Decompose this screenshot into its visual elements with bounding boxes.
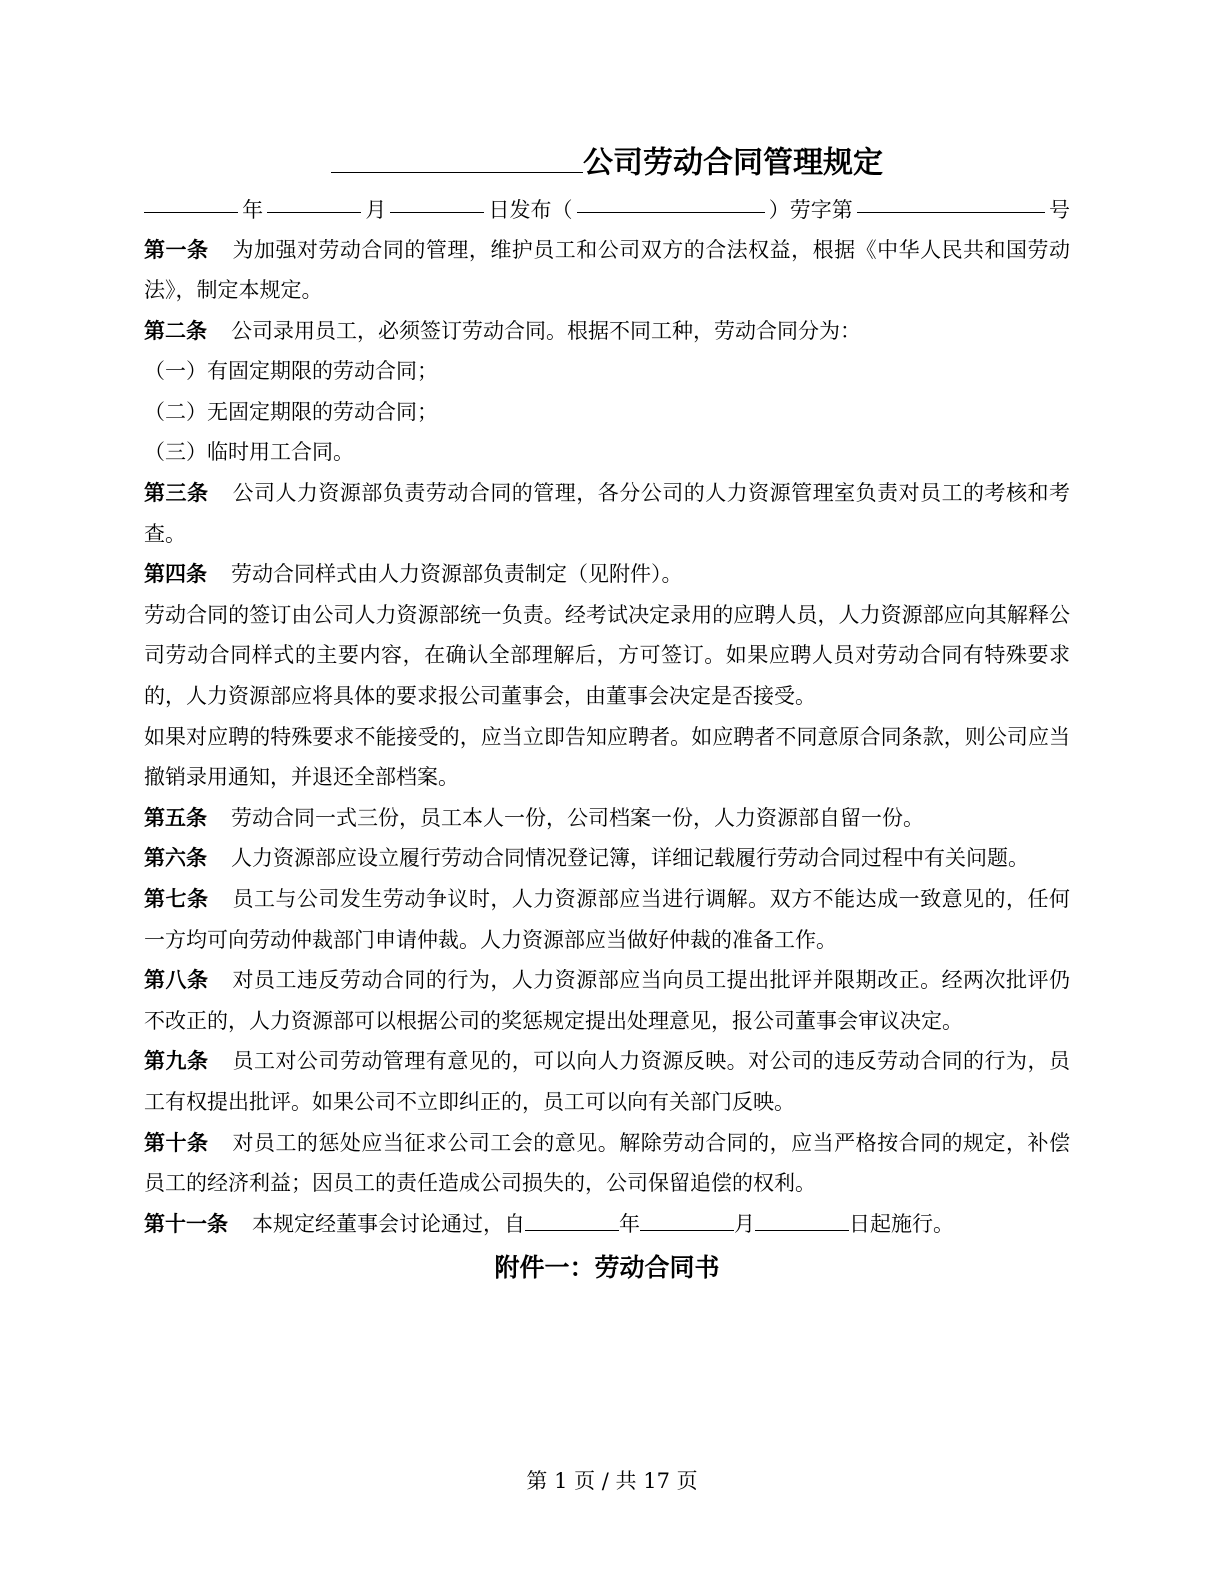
document-title xyxy=(144,140,1070,187)
article xyxy=(144,554,1070,595)
article-label: 第六条 xyxy=(144,845,207,871)
article-label: 第二条 xyxy=(144,317,207,343)
article-label: 第四条 xyxy=(144,561,207,587)
article xyxy=(144,311,1070,352)
article-text: （三）临时用工合同。 xyxy=(144,440,354,465)
article-text: 公司人力资源部负责劳动合同的管理，各分公司的人力资源管理室负责对员工的考核和考查。 xyxy=(144,481,1071,546)
effective-day-label: 日起施行。 xyxy=(849,1211,954,1236)
article-11 xyxy=(144,1204,1070,1245)
article-text: 人力资源部应设立履行劳动合同情况登记簿，详细记载履行劳动合同过程中有关问题。 xyxy=(231,846,1029,871)
article-label: 第九条 xyxy=(144,1048,209,1074)
article-label: 第五条 xyxy=(144,804,207,830)
effective-year-blank xyxy=(525,1208,619,1231)
article-text: 对员工的惩处应当征求公司工会的意见。解除劳动合同的，应当严格按合同的规定，补偿员工的经济利益；因员工的责任造成公司损失的，公司保留追偿的权利。 xyxy=(144,1130,1071,1196)
article-text: （二）无固定期限的劳动合同； xyxy=(144,399,438,424)
month-blank xyxy=(267,190,361,213)
company-name-blank xyxy=(331,140,583,173)
article-paragraph xyxy=(144,432,1070,473)
article-text: 对员工违反劳动合同的行为，人力资源部应当向员工提出批评并限期改正。经两次批评仍不改正的，人力资源部可以根据公司的奖惩规定提出处理意见，报公司董事会审议决定。 xyxy=(144,968,1071,1033)
article-label: 第十一条 xyxy=(144,1210,228,1236)
title-text: 公司劳动合同管理规定 xyxy=(583,145,883,181)
article xyxy=(144,1041,1070,1122)
article-text: 公司录用员工，必须签订劳动合同。根据不同工种，劳动合同分为： xyxy=(231,318,861,343)
article xyxy=(144,1123,1070,1204)
issue-info-line xyxy=(144,190,1070,230)
article-paragraph xyxy=(144,392,1070,433)
article-label: 第八条 xyxy=(144,967,209,993)
article-text: 本规定经董事会讨论通过，自 xyxy=(252,1211,525,1236)
article xyxy=(144,838,1070,879)
article xyxy=(144,960,1070,1041)
doc-number-blank xyxy=(857,190,1045,213)
article-label: 第十条 xyxy=(144,1129,209,1155)
annex-title: 附件一：劳动合同书 xyxy=(494,1253,720,1283)
effective-month-label: 月 xyxy=(734,1211,755,1236)
year-blank xyxy=(144,190,238,213)
effective-month-blank xyxy=(640,1208,734,1231)
article-text: 劳动合同的签订由公司人力资源部统一负责。经考试决定录用的应聘人员，人力资源部应向其解释公司劳动合同样式的主要内容，在确认全部理解后，方可签订。如果应聘人员对劳动合同有特殊要求的，人力资源部应将具体的要求报公司董事会，由董事会决定是否接受。 xyxy=(144,602,1070,709)
article xyxy=(144,798,1070,839)
number-label: 号 xyxy=(1048,197,1070,222)
article-text: 如果对应聘的特殊要求不能接受的，应当立即告知应聘者。如应聘者不同意原合同条款，则公司应当撤销录用通知，并退还全部档案。 xyxy=(144,724,1070,790)
page-footer: 第 1 页 / 共 17 页 xyxy=(526,1469,698,1493)
article-label: 第一条 xyxy=(144,236,209,262)
article-text: 员工与公司发生劳动争议时，人力资源部应当进行调解。双方不能达成一致意见的，任何一方均可向劳动仲裁部门申请仲裁。人力资源部应当做好仲裁的准备工作。 xyxy=(144,887,1071,952)
article-text: 员工对公司劳动管理有意见的，可以向人力资源反映。对公司的违反劳动合同的行为，员工有权提出批评。如果公司不立即纠正的，员工可以向有关部门反映。 xyxy=(144,1049,1071,1114)
article-label: 第七条 xyxy=(144,886,209,911)
articles-list xyxy=(144,230,1070,1204)
month-label: 月 xyxy=(365,197,387,222)
year-label: 年 xyxy=(242,197,264,222)
article-paragraph xyxy=(144,717,1070,798)
effective-year-label: 年 xyxy=(619,1211,640,1236)
article-text: 劳动合同一式三份，员工本人一份，公司档案一份，人力资源部自留一份。 xyxy=(231,805,924,830)
issuer-blank xyxy=(577,190,765,213)
article-paragraph xyxy=(144,595,1070,717)
article xyxy=(144,473,1070,554)
article-text: 劳动合同样式由人力资源部负责制定（见附件）。 xyxy=(231,562,683,587)
effective-day-blank xyxy=(755,1208,849,1231)
article-label: 第三条 xyxy=(144,480,209,506)
article xyxy=(144,230,1070,311)
doc-number-prefix: ）劳字第 xyxy=(768,197,853,222)
issue-label: 日发布（ xyxy=(488,197,573,222)
day-blank xyxy=(390,190,484,213)
article xyxy=(144,879,1070,960)
article-paragraph xyxy=(144,351,1070,392)
article-text: 为加强对劳动合同的管理，维护员工和公司双方的合法权益，根据《中华人民共和国劳动法》，制定本规定。 xyxy=(144,237,1071,303)
document-page xyxy=(144,140,1070,1290)
article-text: （一）有固定期限的劳动合同； xyxy=(144,359,438,384)
